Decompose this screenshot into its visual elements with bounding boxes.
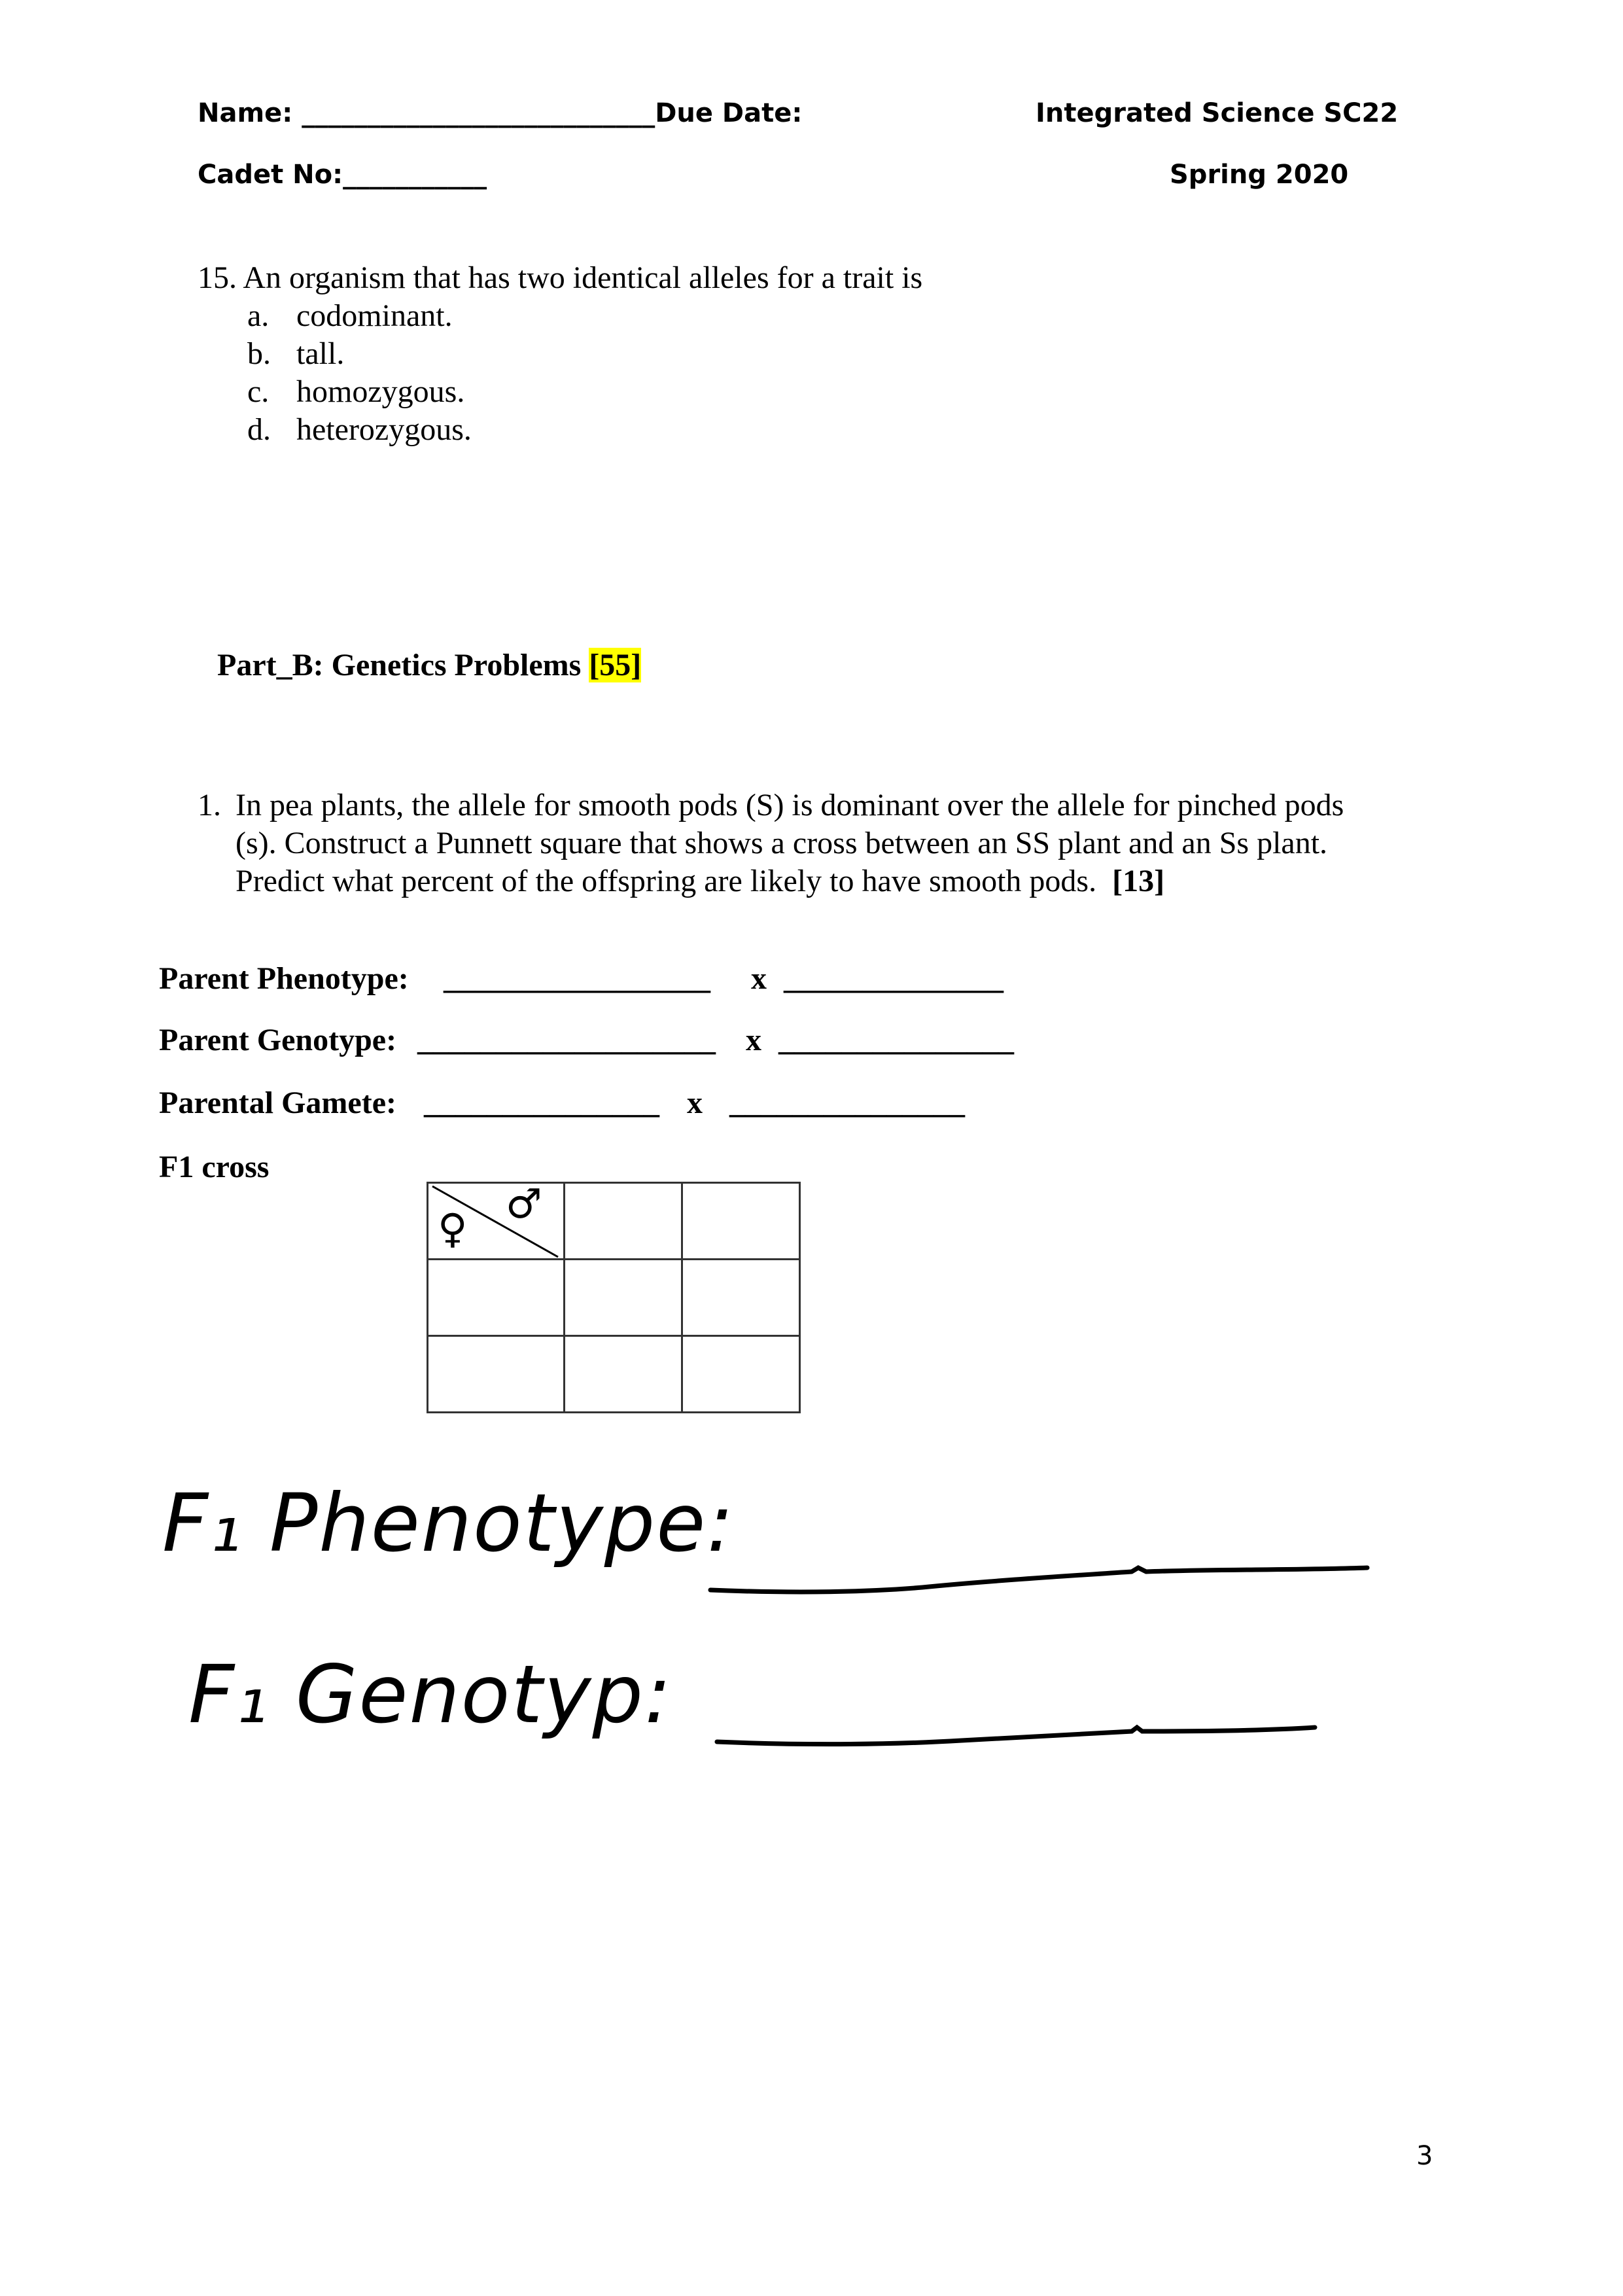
male-symbol-icon: ♂ [506,1180,542,1227]
question-15 [198,259,922,297]
punnett-cell[interactable] [565,1336,682,1413]
parental-gamete-blank-2[interactable]: _______________ [729,1086,965,1120]
punnett-square [427,1182,801,1413]
problem-text: Predict what percent of the offspring are likely to have smooth pods. [236,864,1097,898]
problem-1-line-2: (s). Construct a Punnett square that shows a cross between an SS plant and an Ss plant. [236,826,1328,860]
handwritten-f1-phenotype: F₁ Phenotype: [162,1477,735,1570]
punnett-corner-cell [428,1180,565,1260]
punnett-cell[interactable] [682,1183,800,1260]
option-letter: c. [247,374,270,409]
parental-gamete-label: Parental Gamete: [159,1086,396,1120]
parent-genotype-blank-1[interactable]: ___________________ [417,1023,716,1057]
punnett-cell[interactable] [428,1260,565,1336]
parent-genotype-blank-2[interactable]: _______________ [778,1023,1014,1057]
cross-symbol: x [751,961,767,996]
problem-1-marks: [13] [1112,864,1165,898]
punnett-cell[interactable] [565,1183,682,1260]
option-letter: a. [247,298,270,333]
cadet-number-line[interactable]: Cadet No:___________ [198,160,487,190]
course-title: Integrated Science SC22 [1036,98,1399,128]
option-d[interactable] [247,411,472,449]
punnett-cell[interactable] [682,1336,800,1413]
name-due-date-line[interactable]: Name: ___________________________Due Date: [198,98,803,128]
female-symbol-icon: ♀ [438,1205,468,1252]
option-letter: d. [247,412,271,447]
option-text: heterozygous. [296,412,472,447]
cross-symbol: x [687,1086,703,1120]
punnett-cell[interactable] [428,1336,565,1413]
page-number: 3 [1416,2141,1433,2171]
parent-phenotype-blank-1[interactable]: _________________ [444,961,710,996]
parent-phenotype-blank-2[interactable]: ______________ [784,961,1003,996]
handwritten-genotype-answer-line[interactable] [713,1708,1341,1760]
option-text: codominant. [296,298,453,333]
part-b-marks: [55] [589,648,642,682]
parental-gamete-blank-1[interactable]: _______________ [424,1086,659,1120]
parent-genotype-label: Parent Genotype: [159,1023,397,1057]
problem-1-number: 1. [198,788,221,822]
punnett-cell[interactable] [682,1260,800,1336]
option-b[interactable] [247,335,344,373]
question-number: 15. [198,260,237,295]
part-b-heading [217,646,641,684]
option-a[interactable] [247,297,453,335]
problem-1-line-1: In pea plants, the allele for smooth pods (S) is dominant over the allele for pinched pods [236,788,1344,822]
handwritten-phenotype-answer-line[interactable] [707,1544,1380,1597]
option-letter: b. [247,336,271,371]
problem-1-line-3 [236,862,1164,900]
cross-symbol: x [746,1023,761,1057]
option-text: tall. [296,336,345,371]
term-label: Spring 2020 [1170,160,1349,190]
punnett-cell[interactable] [565,1260,682,1336]
option-c[interactable] [247,373,464,411]
part-b-title: Part_B: Genetics Problems [217,648,582,682]
handwritten-f1-genotype: F₁ Genotyp: [188,1648,673,1741]
parent-phenotype-label: Parent Phenotype: [159,961,409,996]
f1-cross-label: F1 cross [159,1150,270,1184]
question-stem: An organism that has two identical alleles for a trait is [243,260,923,295]
option-text: homozygous. [296,374,465,409]
